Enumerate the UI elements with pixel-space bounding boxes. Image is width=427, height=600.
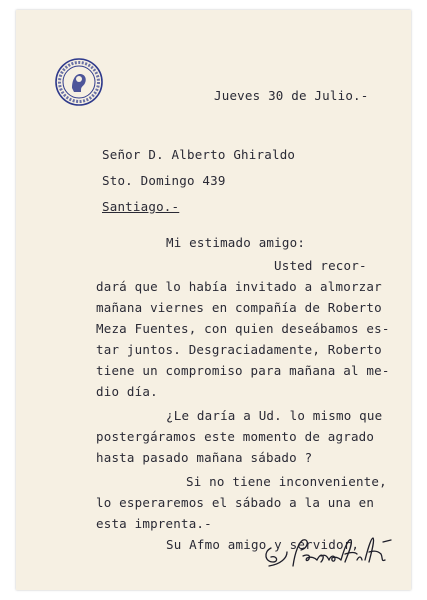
body-line: Usted recor- xyxy=(274,258,367,273)
body-line: tiene un compromiso para mañana al me- xyxy=(96,363,390,378)
body-line: hasta pasado mañana sábado ? xyxy=(96,450,313,465)
letter-date: Jueves 30 de Julio.- xyxy=(214,88,369,103)
body-line: mañana viernes en compañía de Roberto xyxy=(96,300,382,315)
body-line: dio día. xyxy=(96,384,158,399)
letter-paper xyxy=(16,10,411,590)
salutation: Mi estimado amigo: xyxy=(166,235,306,250)
stamp-icon xyxy=(54,57,104,107)
body-line: tar juntos. Desgraciadamente, Roberto xyxy=(96,342,382,357)
recipient-name: Señor D. Alberto Ghiraldo xyxy=(102,147,296,162)
body-line: lo esperaremos el sábado a la una en xyxy=(96,495,375,510)
body-line: ¿Le daría a Ud. lo mismo que xyxy=(166,408,383,423)
recipient-street: Sto. Domingo 439 xyxy=(102,173,226,188)
body-line: postergáramos este momento de agrado xyxy=(96,429,375,444)
body-line: Si no tiene inconveniente, xyxy=(186,474,387,489)
closing: Su Afmo amigo y servidor, xyxy=(166,537,360,552)
recipient-city: Santiago.- xyxy=(102,199,180,214)
body-line: Meza Fuentes, con quien deseábamos es- xyxy=(96,321,390,336)
handwritten-signature xyxy=(261,522,421,582)
body-line: esta imprenta.- xyxy=(96,516,212,531)
body-line: dará que lo había invitado a almorzar xyxy=(96,279,382,294)
